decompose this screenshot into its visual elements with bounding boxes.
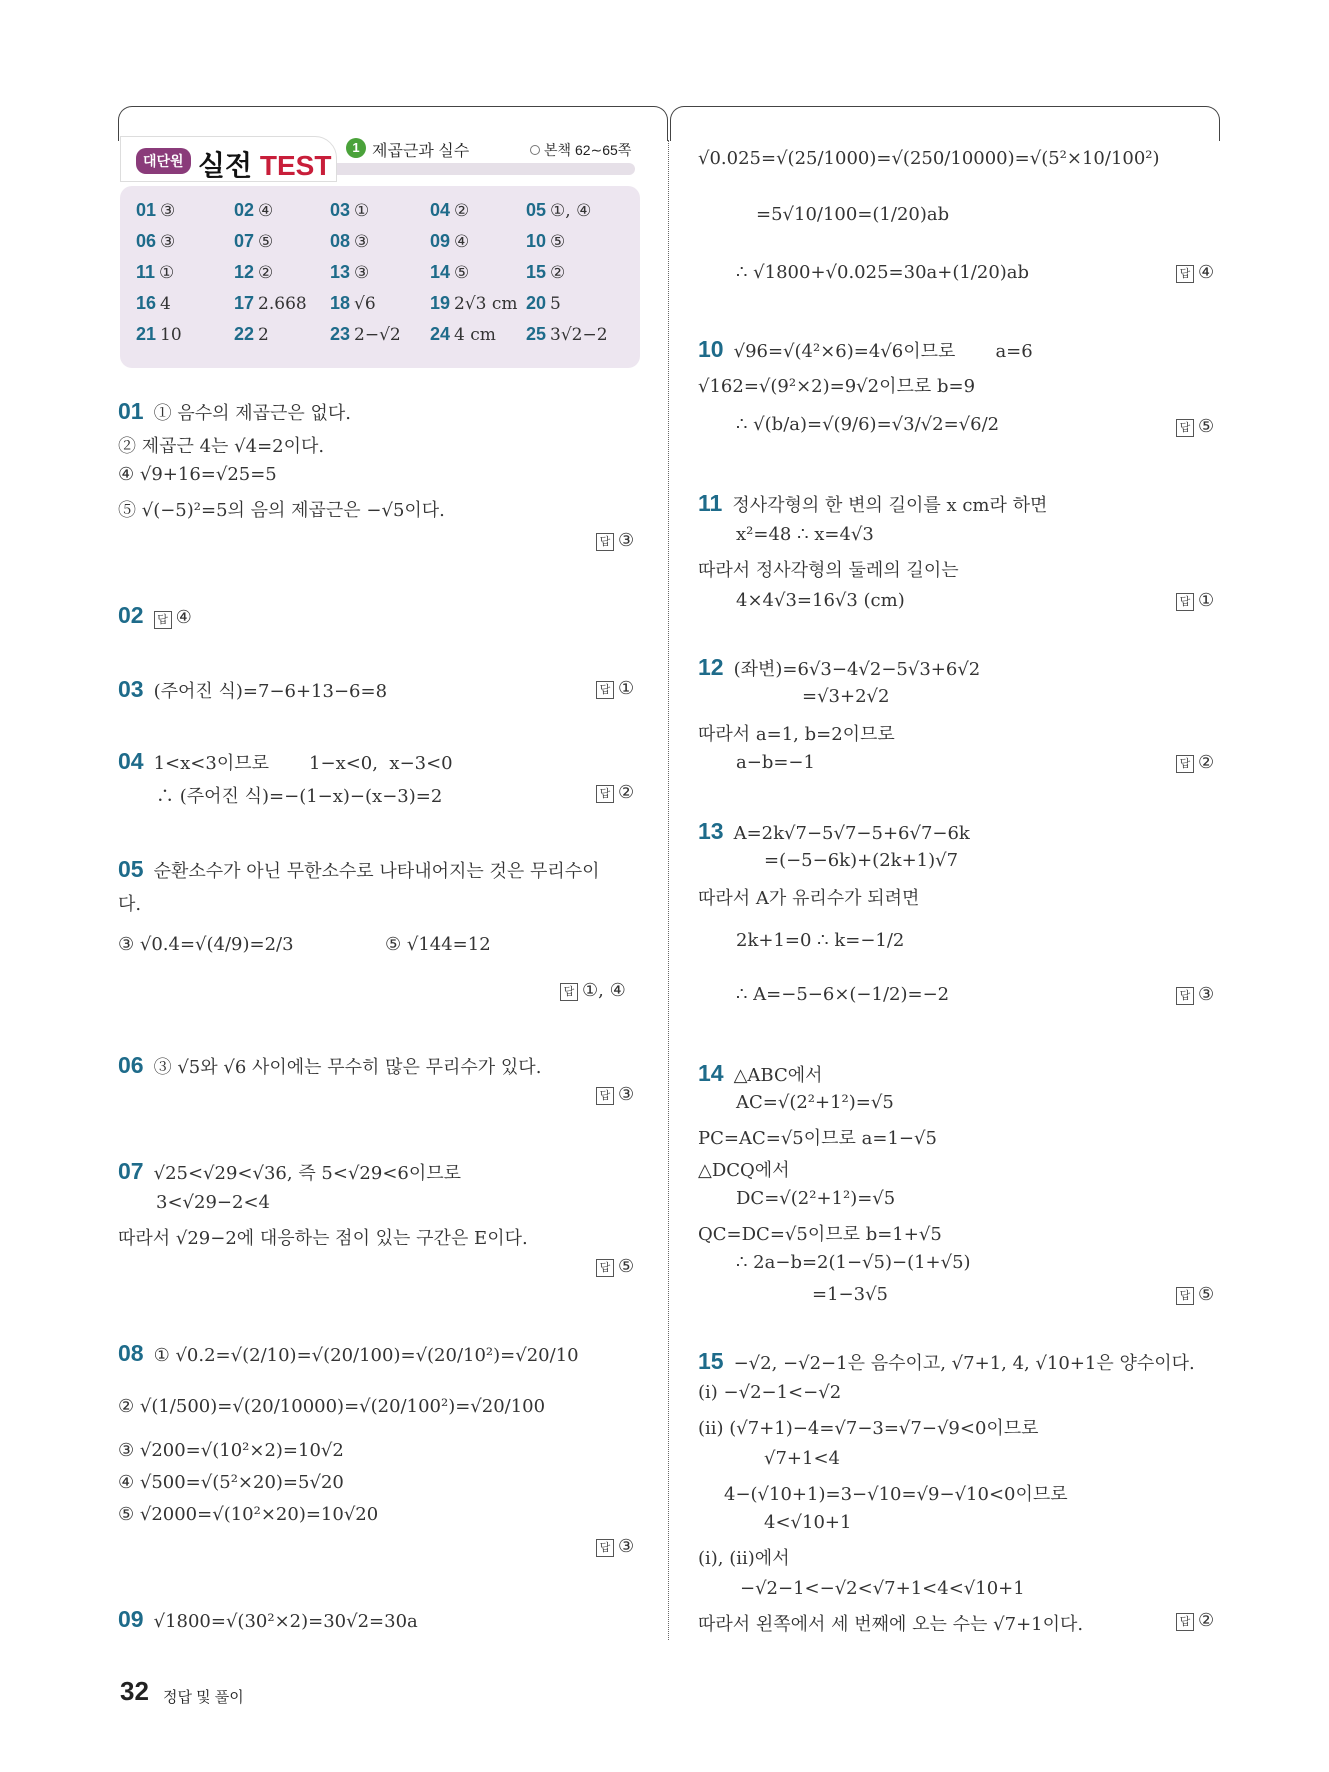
answer-value: ④ <box>258 201 274 221</box>
solution-line: √96=√(4²×6)=4√6이므로 a=6 <box>733 341 1033 362</box>
answer-icon: 답 <box>1176 755 1194 773</box>
answer-mark <box>596 530 634 551</box>
problem-12 <box>698 654 980 681</box>
solution-line: (ⅰ), (ⅱ)에서 <box>698 1548 790 1569</box>
problem-02 <box>118 602 192 629</box>
solution-line: (ⅰ) −√2−1<−√2 <box>698 1382 842 1403</box>
answer-mark <box>1176 262 1214 283</box>
solution-line: ③ √200=√(10²×2)=10√2 <box>118 1440 344 1461</box>
answer-number: 21 <box>136 324 157 344</box>
problem-11 <box>698 490 1047 517</box>
solution-line: 4−(√10+1)=3−√10=√9−√10<0이므로 <box>724 1484 1068 1505</box>
problem-number: 01 <box>118 398 144 424</box>
answer-value: ④ <box>175 607 192 628</box>
answer-value: 10 <box>160 325 182 345</box>
problem-number: 10 <box>698 336 724 362</box>
answer-icon: 답 <box>560 983 578 1001</box>
problem-03 <box>118 676 387 703</box>
answer-mark <box>596 1536 634 1557</box>
answer-icon: 답 <box>1176 987 1194 1005</box>
answer-item <box>234 324 269 345</box>
answer-icon: 답 <box>596 681 614 699</box>
answer-value: ① <box>159 263 175 283</box>
answer-value: ④ <box>454 232 470 252</box>
circle-icon <box>530 145 540 155</box>
answer-icon: 답 <box>596 1539 614 1557</box>
solution-line: −√2−1<−√2<√7+1<4<√10+1 <box>740 1578 1025 1599</box>
solution-line: x²=48 ∴ x=4√3 <box>736 524 874 545</box>
answer-value: ①, ④ <box>582 980 626 1001</box>
answer-item <box>330 293 376 314</box>
answer-value: ③ <box>354 263 370 283</box>
answer-value: 2 <box>258 325 269 345</box>
solution-line: 2k+1=0 ∴ k=−1/2 <box>736 930 905 951</box>
page-number: 32 <box>120 1676 149 1706</box>
problem-14 <box>698 1060 823 1087</box>
answer-mark <box>560 980 626 1001</box>
page-title <box>198 144 331 184</box>
answer-value: ① <box>618 678 635 699</box>
solution-line: ∴ √(b/a)=√(9/6)=√3/√2=√6/2 <box>736 414 1000 435</box>
solution-line: =5√10/100=(1/20)ab <box>756 204 950 225</box>
solution-line: ⑤ √2000=√(10²×20)=10√20 <box>118 1504 379 1525</box>
answer-number: 14 <box>430 262 451 282</box>
answer-number: 13 <box>330 262 351 282</box>
solution-line: (좌변)=6√3−4√2−5√3+6√2 <box>733 659 981 680</box>
answer-value: 2−√2 <box>354 325 401 345</box>
problem-number: 02 <box>118 602 144 628</box>
problem-number: 15 <box>698 1348 724 1374</box>
answer-item <box>430 324 496 345</box>
textbook-reference <box>530 140 631 160</box>
answer-value: 2.668 <box>258 294 307 314</box>
solution-line: ∴ (주어진 식)=−(1−x)−(x−3)=2 <box>156 786 443 807</box>
answer-mark <box>596 1256 634 1277</box>
problem-09 <box>118 1606 418 1633</box>
answer-item <box>526 324 608 345</box>
answer-item <box>136 324 182 345</box>
answer-mark <box>596 782 634 803</box>
footer-label: 정답 및 풀이 <box>163 1689 244 1706</box>
answer-item <box>234 293 307 314</box>
answer-value: ② <box>550 263 566 283</box>
answer-item <box>234 231 273 252</box>
solution-line: √7+1<4 <box>764 1448 840 1469</box>
answer-number: 12 <box>234 262 255 282</box>
answer-value: ⑤ <box>258 232 274 252</box>
answer-number: 25 <box>526 324 547 344</box>
answer-value: 4 cm <box>454 325 496 345</box>
solution-line: ① √0.2=√(2/10)=√(20/100)=√(20/10²)=√20/10 <box>153 1345 579 1366</box>
title-test: TEST <box>259 150 332 181</box>
answer-number: 07 <box>234 231 255 251</box>
answer-number: 02 <box>234 200 255 220</box>
answer-value: ② <box>258 263 274 283</box>
answer-value: ⑤ <box>550 232 566 252</box>
answer-value: ⑤ <box>1198 416 1215 437</box>
answer-item <box>136 231 175 252</box>
solution-line: AC=√(2²+1²)=√5 <box>736 1092 894 1113</box>
solution-line: 따라서 a=1, b=2이므로 <box>698 724 895 745</box>
answer-mark <box>596 678 634 699</box>
problem-number: 11 <box>698 490 723 516</box>
answer-number: 04 <box>430 200 451 220</box>
answer-item <box>430 262 469 283</box>
problem-10 <box>698 336 1033 363</box>
answer-value: ④ <box>1198 262 1215 283</box>
solution-line: 다. <box>118 894 142 915</box>
answer-mark <box>1176 1284 1214 1305</box>
solution-line: 4×4√3=16√3 (cm) <box>736 590 905 611</box>
problem-number: 05 <box>118 856 144 882</box>
solution-line: △DCQ에서 <box>698 1160 790 1181</box>
problem-number: 04 <box>118 748 144 774</box>
answer-icon: 답 <box>596 1087 614 1105</box>
problem-04 <box>118 748 453 775</box>
solution-line: 1<x<3이므로 1−x<0, x−3<0 <box>153 753 453 774</box>
problem-07 <box>118 1158 461 1185</box>
answer-icon: 답 <box>154 611 172 629</box>
answer-number: 18 <box>330 293 351 313</box>
solution-line: (ⅱ) (√7+1)−4=√7−3=√7−√9<0이므로 <box>698 1418 1039 1439</box>
solution-line: =(−5−6k)+(2k+1)√7 <box>764 850 959 871</box>
answer-item <box>330 231 369 252</box>
solution-line: PC=AC=√5이므로 a=1−√5 <box>698 1128 937 1149</box>
answer-value: ⑤ <box>454 263 470 283</box>
answer-mark <box>1176 416 1214 437</box>
answer-value: ③ <box>618 1084 635 1105</box>
answer-value: ① <box>354 201 370 221</box>
answer-number: 01 <box>136 200 157 220</box>
problem-01 <box>118 398 351 425</box>
problem-number: 12 <box>698 654 724 680</box>
solution-line: A=2k√7−5√7−5+6√7−6k <box>733 823 970 844</box>
answer-number: 15 <box>526 262 547 282</box>
answer-number: 24 <box>430 324 451 344</box>
solution-line: =√3+2√2 <box>802 686 890 707</box>
answer-item <box>330 324 401 345</box>
answer-icon: 답 <box>1176 593 1194 611</box>
answer-icon: 답 <box>1176 1613 1194 1631</box>
unit-number: 1 <box>346 138 366 158</box>
answer-number: 16 <box>136 293 157 313</box>
answer-icon: 답 <box>1176 1287 1194 1305</box>
answer-icon: 답 <box>596 785 614 803</box>
answer-number: 05 <box>526 200 547 220</box>
section-badge: 대단원 <box>136 148 191 174</box>
problem-number: 14 <box>698 1060 724 1086</box>
reference-text: 본책 62∼65쪽 <box>544 142 632 158</box>
solution-line: 따라서 정사각형의 둘레의 길이는 <box>698 560 959 581</box>
answer-item <box>330 200 369 221</box>
answer-value: ② <box>618 782 635 803</box>
problem-13 <box>698 818 970 845</box>
answer-icon: 답 <box>596 1259 614 1277</box>
answer-icon: 답 <box>1176 265 1194 283</box>
answer-value: ③ <box>160 201 176 221</box>
answer-item <box>526 200 591 221</box>
answer-value: ③ <box>160 232 176 252</box>
answer-number: 22 <box>234 324 255 344</box>
answer-value: 5 <box>550 294 561 314</box>
answer-number: 10 <box>526 231 547 251</box>
problem-number: 08 <box>118 1340 144 1366</box>
answer-number: 06 <box>136 231 157 251</box>
solution-line: ① 음수의 제곱근은 없다. <box>153 403 351 424</box>
answer-item <box>430 231 469 252</box>
solution-line: 정사각형의 한 변의 길이를 x cm라 하면 <box>732 495 1048 516</box>
unit-name: 제곱근과 실수 <box>372 143 470 160</box>
answer-value: √6 <box>354 294 376 314</box>
solution-line: QC=DC=√5이므로 b=1+√5 <box>698 1224 942 1245</box>
solution-line: △ABC에서 <box>733 1065 823 1086</box>
header-bar <box>335 163 635 175</box>
answer-number: 19 <box>430 293 451 313</box>
answer-icon: 답 <box>596 533 614 551</box>
solution-line: 따라서 A가 유리수가 되려면 <box>698 888 920 909</box>
solution-line: 3<√29−2<4 <box>156 1192 270 1213</box>
solution-line: √162=√(9²×2)=9√2이므로 b=9 <box>698 376 976 397</box>
answer-value: 4 <box>160 294 171 314</box>
solution-line: ③ √5와 √6 사이에는 무수히 많은 무리수가 있다. <box>153 1057 542 1078</box>
answer-item <box>234 262 273 283</box>
solution-line: √1800=√(30²×2)=30√2=30a <box>153 1611 418 1632</box>
answer-item <box>330 262 369 283</box>
problem-05 <box>118 856 600 883</box>
solution-line: −√2, −√2−1은 음수이고, √7+1, 4, √10+1은 양수이다. <box>733 1353 1195 1374</box>
right-frame <box>670 106 1220 141</box>
answer-item <box>136 200 175 221</box>
solution-line: √25<√29<√36, 즉 5<√29<6이므로 <box>153 1163 462 1184</box>
solution-line: ② √(1/500)=√(20/10000)=√(20/100²)=√20/100 <box>118 1396 546 1417</box>
answer-item <box>526 262 565 283</box>
solution-line: ⑤ √144=12 <box>385 934 491 955</box>
solution-line: √0.025=√(25/1000)=√(250/10000)=√(5²×10/100²) <box>698 148 1160 169</box>
answer-number: 08 <box>330 231 351 251</box>
problem-15 <box>698 1348 1195 1375</box>
solution-line: ∴ √1800+√0.025=30a+(1/20)ab <box>736 262 1030 283</box>
problem-number: 07 <box>118 1158 144 1184</box>
answer-value: ③ <box>354 232 370 252</box>
answer-item <box>526 231 565 252</box>
problem-number: 09 <box>118 1606 144 1632</box>
answer-value: ② <box>454 201 470 221</box>
answer-value: ③ <box>1198 984 1215 1005</box>
answer-value: ① <box>1198 590 1215 611</box>
answer-item <box>136 262 174 283</box>
answer-number: 23 <box>330 324 351 344</box>
solution-line: ∴ 2a−b=2(1−√5)−(1+√5) <box>736 1252 971 1273</box>
answer-item <box>526 293 561 314</box>
answer-number: 17 <box>234 293 255 313</box>
answer-mark <box>1176 984 1214 1005</box>
answer-number: 20 <box>526 293 547 313</box>
solution-line: ③ √0.4̇=√(4/9)=2/3 <box>118 934 294 955</box>
solution-line: (주어진 식)=7−6+13−6=8 <box>153 681 388 702</box>
answer-value: ③ <box>618 530 635 551</box>
solution-line: ④ √500=√(5²×20)=5√20 <box>118 1472 344 1493</box>
answer-mark <box>596 1084 634 1105</box>
answer-value: 2√3 cm <box>454 294 518 314</box>
solution-line: DC=√(2²+1²)=√5 <box>736 1188 896 1209</box>
solution-line: a−b=−1 <box>736 752 815 773</box>
problem-number: 13 <box>698 818 724 844</box>
problem-08 <box>118 1340 579 1367</box>
answer-value: ③ <box>618 1536 635 1557</box>
answer-value: ② <box>1198 752 1215 773</box>
solution-line: 따라서 왼쪽에서 세 번째에 오는 수는 √7+1이다. <box>698 1614 1084 1635</box>
answer-value: 3√2−2 <box>550 325 608 345</box>
answer-mark <box>1176 1610 1214 1631</box>
answer-value: ⑤ <box>618 1256 635 1277</box>
solution-line: ∴ A=−5−6×(−1/2)=−2 <box>736 984 950 1005</box>
answer-value: ② <box>1198 1610 1215 1631</box>
answer-mark <box>1176 590 1214 611</box>
solution-line: =1−3√5 <box>812 1284 888 1305</box>
title-main: 실전 <box>198 150 253 181</box>
answer-value: ⑤ <box>1198 1284 1215 1305</box>
answer-icon: 답 <box>1176 419 1194 437</box>
solution-line: ④ √9+16=√25=5 <box>118 464 277 485</box>
answer-item <box>430 200 469 221</box>
answer-item <box>430 293 518 314</box>
solution-line: ⑤ √(−5)²=5의 음의 제곱근은 −√5이다. <box>118 500 445 521</box>
solution-line: 따라서 √29−2에 대응하는 점이 있는 구간은 E이다. <box>118 1228 528 1249</box>
answer-item <box>136 293 171 314</box>
problem-06 <box>118 1052 541 1079</box>
answer-mark <box>1176 752 1214 773</box>
column-divider <box>668 140 669 1640</box>
answer-number: 11 <box>136 262 156 282</box>
problem-number: 03 <box>118 676 144 702</box>
problem-number: 06 <box>118 1052 144 1078</box>
answer-value: ①, ④ <box>550 201 592 221</box>
answer-number: 03 <box>330 200 351 220</box>
answer-item <box>234 200 273 221</box>
solution-line: ② 제곱근 4는 √4=2이다. <box>118 436 325 457</box>
answer-number: 09 <box>430 231 451 251</box>
solution-line: 순환소수가 아닌 무한소수로 나타내어지는 것은 무리수이 <box>153 861 600 882</box>
solution-line: 4<√10+1 <box>764 1512 852 1533</box>
